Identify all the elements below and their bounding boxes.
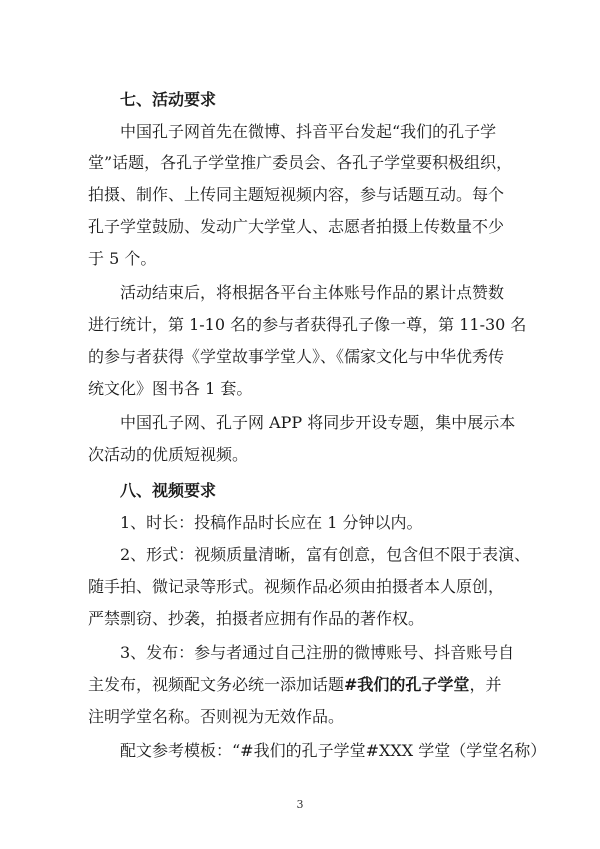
paragraph-line: 进行统计，第 1-10 名的参与者获得孔子像一尊，第 11-30 名 <box>88 315 527 334</box>
topic-hashtag: #我们的孔子学堂 <box>344 675 470 694</box>
paragraph-line: 次活动的优质短视频。 <box>88 445 249 464</box>
paragraph-line: 的参与者获得《学堂故事学堂人》、《儒家文化与中华优秀传 <box>88 347 505 366</box>
page-number: 3 <box>296 798 304 811</box>
paragraph-line: 堂”话题，各孔子学堂推广委员会、各孔子学堂要积极组织， <box>88 153 513 172</box>
list-item-duration: 1、时长：投稿作品时长应在 1 分钟以内。 <box>120 513 423 532</box>
paragraph-line: 活动结束后，将根据各平台主体账号作品的累计点赞数 <box>120 283 505 302</box>
paragraph-line: 中国孔子网首先在微博、抖音平台发起“我们的孔子学 <box>120 122 497 141</box>
paragraph-line: 中国孔子网、孔子网 APP 将同步开设专题，集中展示本 <box>120 413 516 432</box>
publish-text: ，并 <box>469 675 502 694</box>
paragraph-line: 孔子学堂鼓励、发动广大学堂人、志愿者拍摄上传数量不少 <box>88 217 505 236</box>
paragraph-line <box>88 675 501 695</box>
list-item-publish: 3、发布：参与者通过自己注册的微博账号、抖音账号自 <box>120 643 515 662</box>
section-8-heading: 八、视频要求 <box>120 481 217 500</box>
section-7-heading: 七、活动要求 <box>120 90 217 109</box>
paragraph-line: 随手拍、微记录等形式。视频作品必须由拍摄者本人原创， <box>88 577 505 596</box>
list-item-format: 2、形式：视频质量清晰，富有创意，包含但不限于表演、 <box>120 545 531 564</box>
caption-template: 配文参考模板：“#我们的孔子学堂#XXX 学堂（学堂名称） <box>120 741 547 760</box>
paragraph-line: 注明学堂名称。否则视为无效作品。 <box>88 707 345 726</box>
paragraph-line: 拍摄、制作、上传同主题短视频内容，参与话题互动。每个 <box>88 185 505 204</box>
paragraph-line: 严禁剽窃、抄袭，拍摄者应拥有作品的著作权。 <box>88 609 425 628</box>
publish-text: 主发布，视频配文务必统一添加话题 <box>88 675 345 694</box>
paragraph-line: 统文化》图书各 1 套。 <box>88 379 253 398</box>
paragraph-line: 于 5 个。 <box>88 249 157 268</box>
